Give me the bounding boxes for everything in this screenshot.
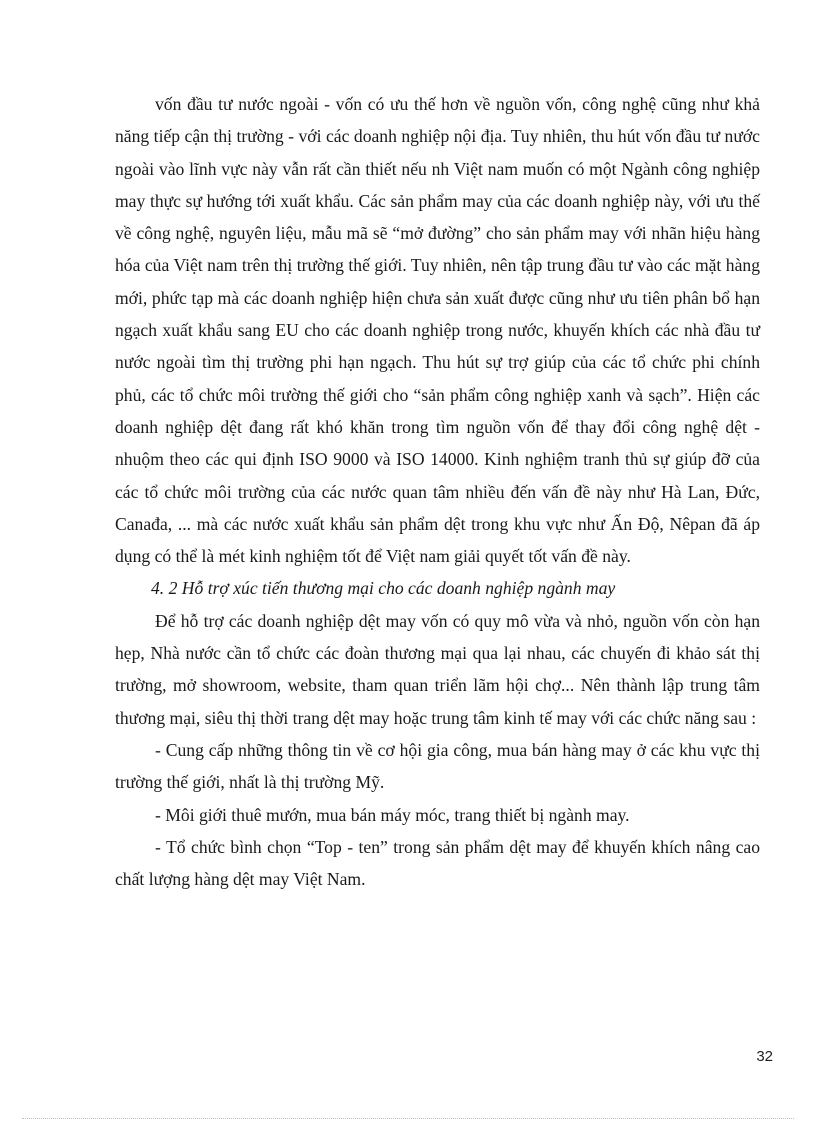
list-item: - Tổ chức bình chọn “Top - ten” trong sản phẩm dệt may để khuyến khích nâng cao chất lượng hàng dệt may Việt Nam. xyxy=(115,836,760,890)
document-body xyxy=(115,88,760,895)
list-item: - Cung cấp những thông tin về cơ hội gia công, mua bán hàng may ở các khu vực thị trường thế giới, nhất là thị trường Mỹ. xyxy=(115,739,760,793)
paragraph-foreign-investment: vốn đầu tư nước ngoài - vốn có ưu thế hơn về nguồn vốn, công nghệ cũng như khả năng tiếp cận thị trường - với các doanh nghiệp nội địa. Tuy nhiên, thu hút vốn đầu tư nước ngoài vào lĩnh vực này vẫn rất cần thiết nếu nh Việt nam muốn có một Ngành công nghiệp may thực sự hướng tới xuất khẩu. Các sản phẩm may của các doanh nghiệp này, với ưu thế về công nghệ, nguyên liệu, mẫu mã sẽ “mở đường” cho sản phẩm may với nhãn hiệu hàng hóa của Việt nam trên thị trường thế giới. Tuy nhiên, nên tập trung đầu tư vào các mặt hàng mới, phức tạp mà các doanh nghiệp hiện chưa sản xuất được cũng như ưu tiên phân bổ hạn ngạch xuất khẩu sang EU cho các doanh nghiệp trong nước, khuyến khích các nhà đầu tư nước ngoài tìm thị trường phi hạn ngạch. Thu hút sự trợ giúp của các tổ chức phi chính phủ, các tổ chức môi trường thế giới cho “sản phẩm công nghiệp xanh và sạch”. Hiện các doanh nghiệp dệt đang rất khó khăn trong tìm nguồn vốn để thay đổi công nghệ dệt - nhuộm theo các qui định ISO 9000 và ISO 14000. Kinh nghiệm tranh thủ sự giúp đỡ của các tổ chức môi trường của các nước quan tâm nhiều đến vấn đề này như Hà Lan, Đức, Canađa, ... mà các nước xuất khẩu sản phẩm dệt trong khu vực như Ấn Độ, Nêpan đã áp dụng có thể là mét kinh nghiệm tốt để Việt nam giải quyết tốt vấn đề này. xyxy=(115,94,760,567)
page-bottom-divider xyxy=(22,1118,794,1119)
section-heading: 4. 2 Hỗ trợ xúc tiến thương mại cho các doanh nghiệp ngành may xyxy=(151,578,616,599)
list-item: - Môi giới thuê mướn, mua bán máy móc, trang thiết bị ngành may. xyxy=(155,804,630,825)
page-number: 32 xyxy=(756,1048,773,1065)
paragraph-trade-promotion: Để hỗ trợ các doanh nghiệp dệt may vốn có quy mô vừa và nhỏ, nguồn vốn còn hạn hẹp, Nhà nước cần tổ chức các đoàn thương mại qua lại nhau, các chuyến đi khảo sát thị trường, mở showroom, website, tham quan triển lãm hội chợ... Nên thành lập trung tâm thương mại, siêu thị thời trang dệt may hoặc trung tâm kinh tế may với các chức năng sau : xyxy=(115,610,760,728)
